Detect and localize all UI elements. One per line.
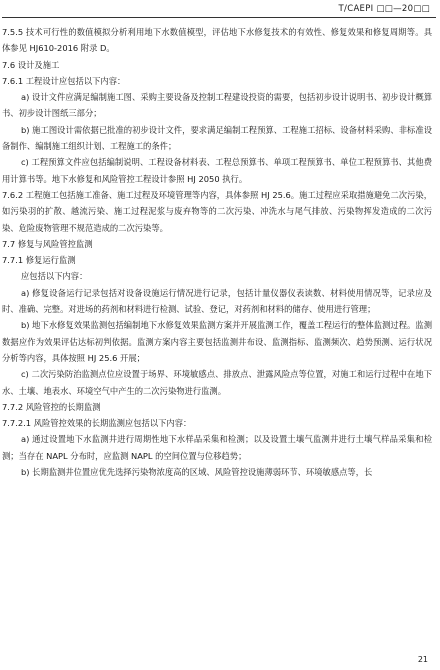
subsection-heading: 7.7.1 修复运行监测 — [2, 255, 76, 266]
subsection-heading: 7.6.1 工程设计应包括以下内容： — [2, 75, 126, 86]
list-item: a) 通过设置地下水监测井进行周期性地下水样品采集和检测；以及设置土壤气监测井进行土壤气样品采集和检测；当存在 NAPL 分布时，应监测 NAPL 的空间位置与位移趋势； — [2, 434, 432, 461]
list-item: c) 二次污染防治监测点位应设置于场界、环境敏感点、排放点、泄露风险点等位置，对施工和运行过程中在地下水、土壤、地表水、环境空气中产生的二次污染物进行监测。 — [2, 369, 432, 396]
paragraph: 应包括以下内容： — [21, 271, 88, 282]
paragraph: 7.6.2 工程施工包括施工准备、施工过程及环境管理等内容，具体参照 HJ 25.6。施工过程应采取措施避免二次污染，如污染羽的扩散、越流污染、施工过程泥浆与废弃物等的二次污染、冲洗水与尾气排放、污染物挥发造成的二次污染、危险废物管理不规范造成的二次污染等。 — [2, 189, 432, 233]
list-item: b) 长期监测井位置应优先选择污染物浓度高的区域、风险管控设施薄弱环节、环境敏感点等，长 — [21, 467, 373, 478]
list-item: a) 修复设备运行记录包括对设备设施运行情况进行记录，包括计量仪器仪表读数、材料使用情况等，记录应及时、准确、完整。对进场的药剂和材料进行检测、试验、登记，对药剂和材料的储存、使用进行管理； — [2, 287, 432, 315]
section-heading: 7.7 修复与风险管控监测 — [2, 238, 93, 249]
list-item: a) 设计文件应满足编制施工图、采购主要设备及控制工程建设投资的需要，包括初步设计说明书、初步设计概算书、初步设计图纸三部分； — [2, 92, 432, 119]
list-item: b) 施工图设计需依据已批准的初步设计文件，要求满足编制工程预算、工程施工招标、设备材料采购、非标准设备制作、编制施工组织计划、工程施工的条件； — [2, 124, 432, 152]
document-body — [2, 24, 432, 480]
list-item: c) 工程预算文件应包括编制说明、工程设备材料表、工程总预算书、单项工程预算书、单位工程预算书、其他费用计算书等。地下水修复和风险管控工程设计参照 HJ 2050 执行。 — [2, 157, 432, 184]
list-item: b) 地下水修复效果监测包括编制地下水修复效果监测方案并开展监测工作，覆盖工程运行的整体监测过程。监测数据应作为效果评估达标初判依据。监测方案内容主要包括监测井布设、监测指标、监测频次、趋势预测、运行状况分析等内容，具体按照 HJ 25.6 开展； — [2, 320, 432, 363]
standard-header: T/CAEPI □□—20□□ — [338, 4, 430, 14]
page-number: 21 — [417, 655, 428, 664]
header-rule — [2, 17, 436, 18]
subsection-heading: 7.7.2 风险管控的长期监测 — [2, 401, 101, 412]
section-heading: 7.6 设计及施工 — [2, 59, 60, 70]
subsection-heading: 7.7.2.1 风险管控效果的长期监测应包括以下内容： — [2, 418, 192, 429]
paragraph: 7.5.5 技术可行性的数值模拟分析利用地下水数值模型，评估地下水修复技术的有效性、修复效果和修复周期等。具体参见 HJ610-2016 附录 D。 — [2, 27, 432, 54]
